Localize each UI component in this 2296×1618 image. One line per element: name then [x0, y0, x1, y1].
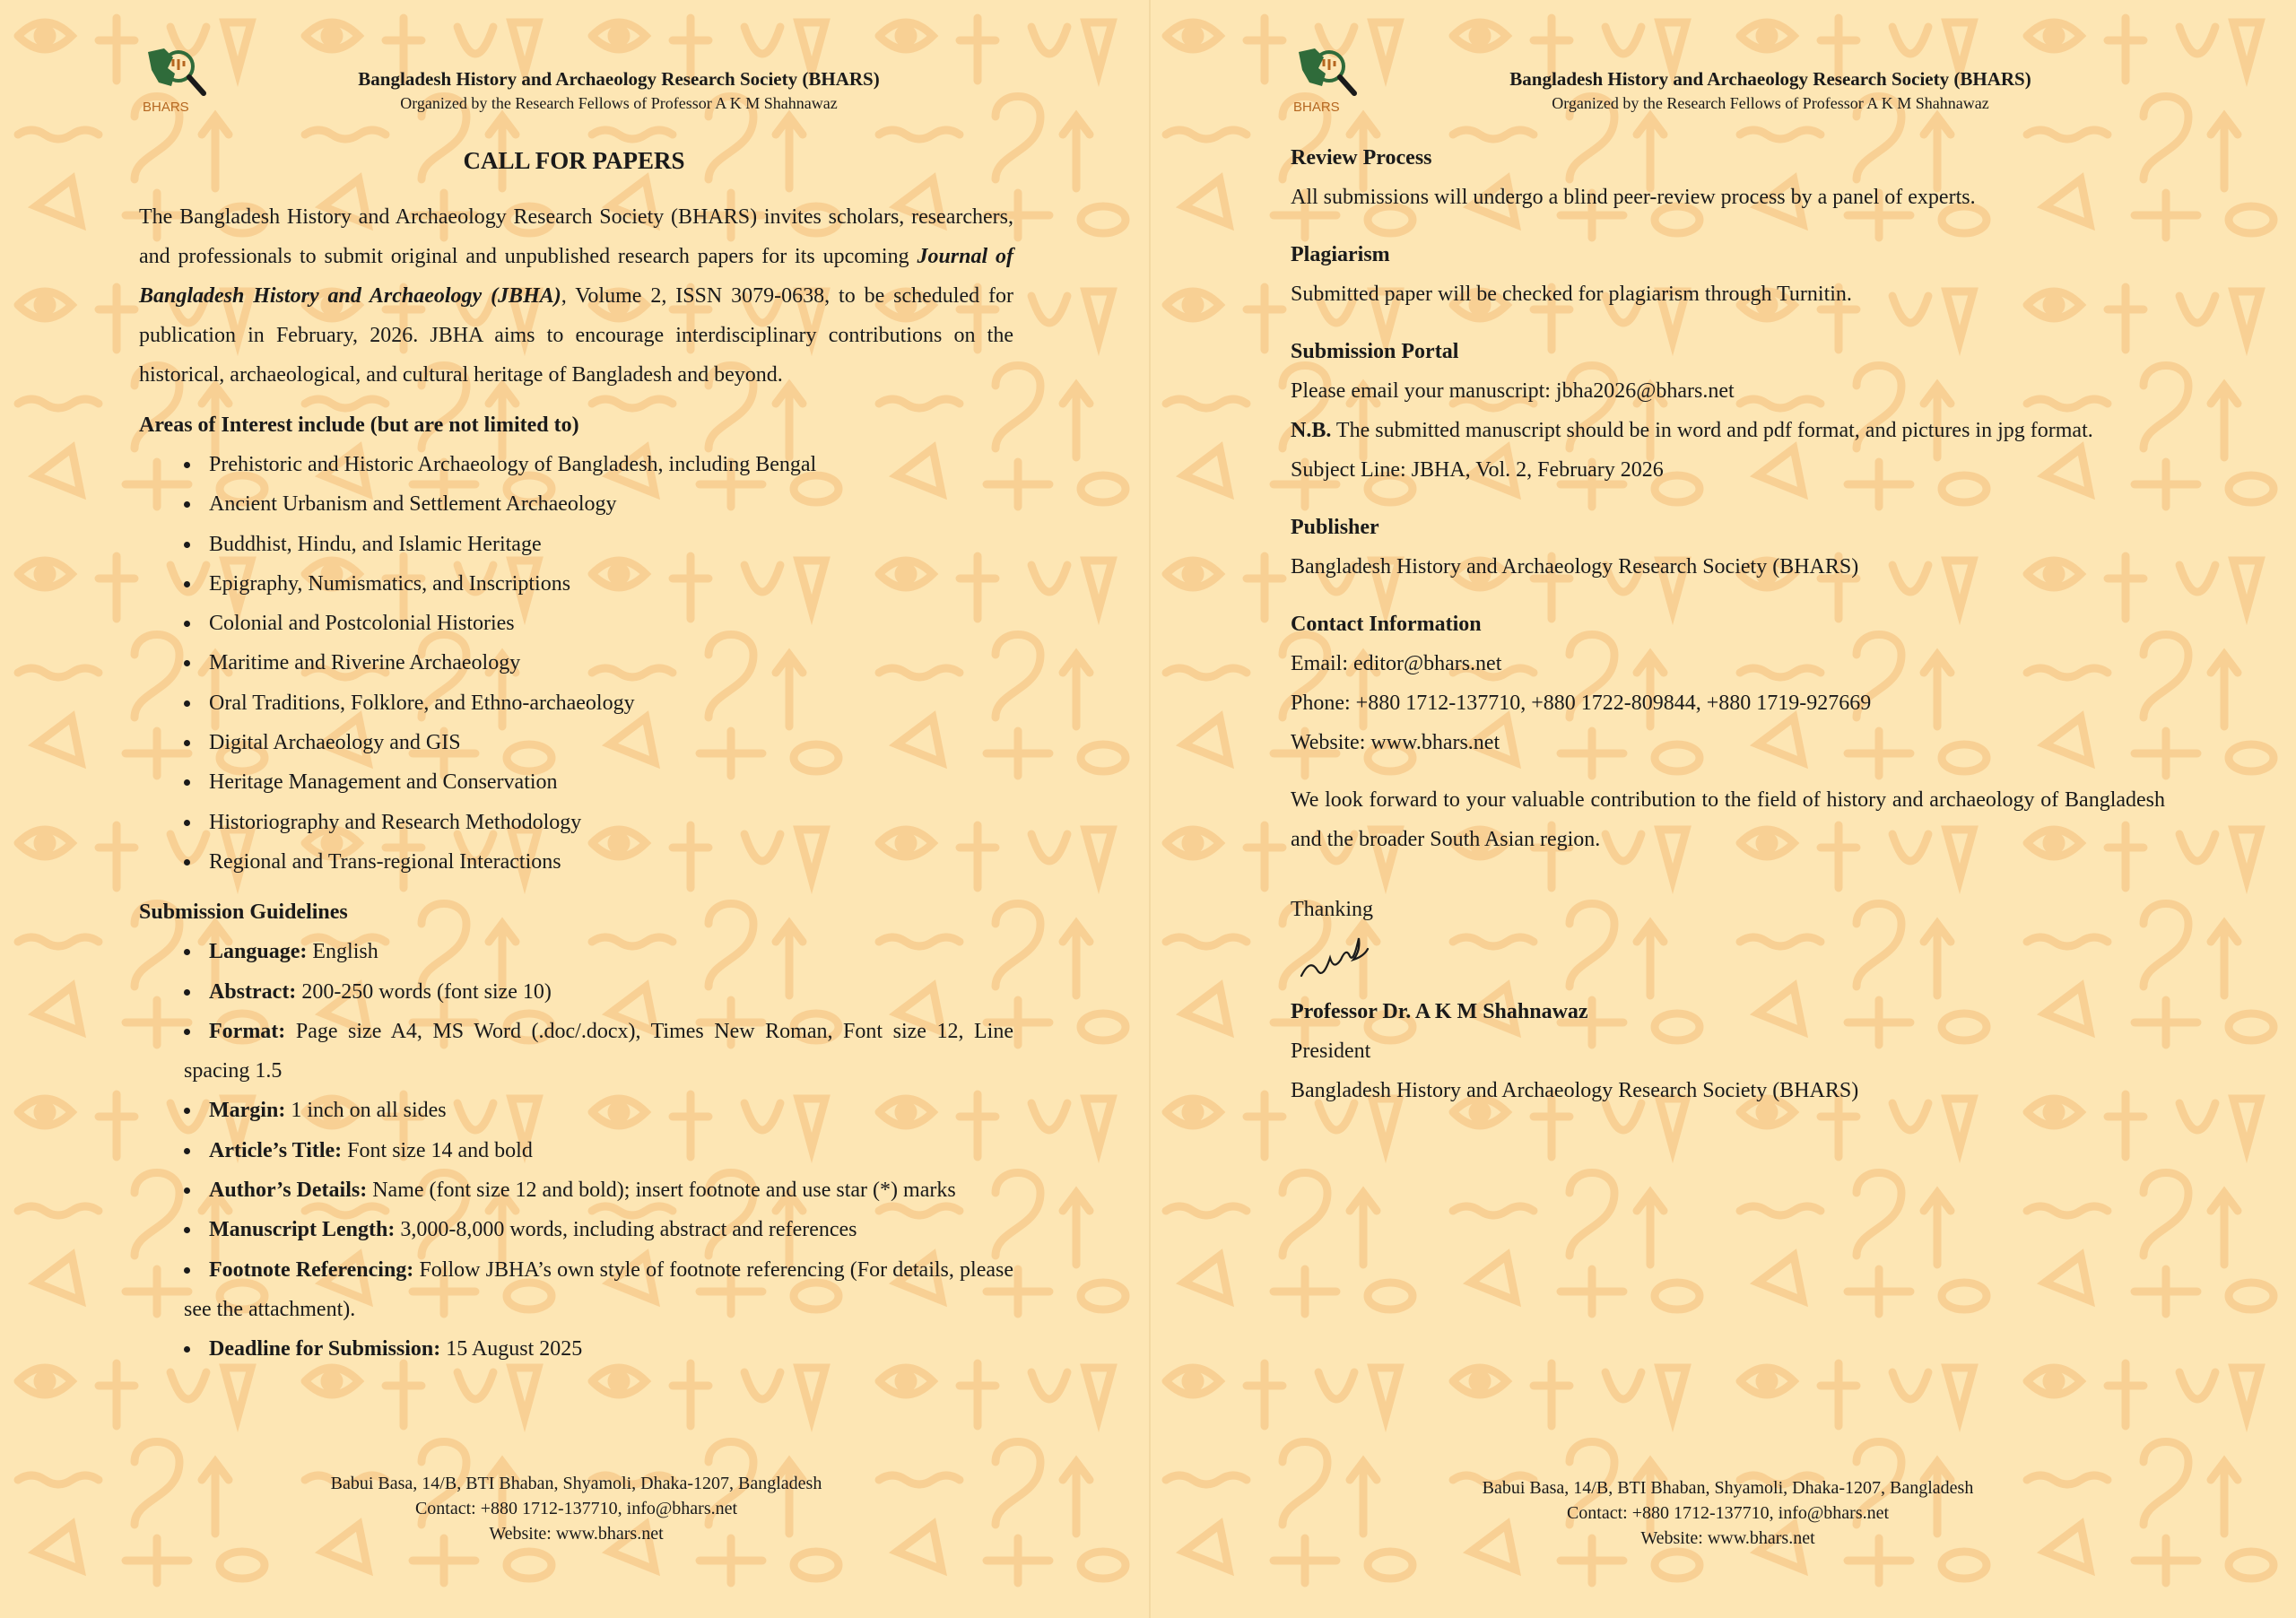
contact-website: Website: www.bhars.net — [1291, 731, 1500, 754]
areas-heading: Areas of Interest include (but are not limited to) — [139, 413, 579, 437]
bhars-logo-icon — [1290, 43, 1372, 117]
areas-list — [139, 445, 1013, 882]
plagiarism-text: Submitted paper will be checked for plagiarism through Turnitin. — [1291, 283, 1852, 306]
page-footer — [1291, 1475, 2165, 1551]
list-item: Article’s Title: Font size 14 and bold — [139, 1131, 1013, 1170]
nb-note: N.B. The submitted manuscript should be in word and pdf format, and pictures in jpg format. — [1291, 419, 2093, 442]
list-item: Margin: 1 inch on all sides — [139, 1091, 1013, 1130]
footer-website: Website: www.bhars.net — [1640, 1528, 1815, 1548]
portal-text: Please email your manuscript: jbha2026@bhars.net — [1291, 379, 1735, 403]
list-item: Author’s Details: Name (font size 12 and bold); insert footnote and use star (*) marks — [139, 1170, 1013, 1210]
closing-paragraph: We look forward to your valuable contribution to the field of history and archaeology of Bangladesh and the broader South Asian region. — [1291, 788, 2165, 851]
signatory-organization: Bangladesh History and Archaeology Research Society (BHARS) — [1291, 1079, 1859, 1102]
society-subtitle: Organized by the Research Fellows of Professor A K M Shahnawaz — [400, 94, 838, 112]
society-subtitle: Organized by the Research Fellows of Professor A K M Shahnawaz — [1552, 94, 1989, 112]
svg-text:BHARS: BHARS — [1293, 100, 1340, 115]
plagiarism-heading: Plagiarism — [1291, 243, 1390, 266]
footer-address: Babui Basa, 14/B, BTI Bhaban, Shyamoli, Dhaka-1207, Bangladesh — [1482, 1478, 1974, 1498]
list-item: Historiography and Research Methodology — [139, 803, 1013, 842]
thanking: Thanking — [1291, 898, 1373, 921]
list-item: Deadline for Submission: 15 August 2025 — [139, 1329, 1013, 1369]
list-item: Format: Page size A4, MS Word (.doc/.docx), Times New Roman, Font size 12, Line spacing 1.5 — [139, 1012, 1013, 1092]
page-divider — [1149, 0, 1151, 1618]
list-item: Regional and Trans-regional Interactions — [139, 842, 1013, 882]
society-name: Bangladesh History and Archaeology Research Society (BHARS) — [358, 68, 880, 90]
list-item: Oral Traditions, Folklore, and Ethno-archaeology — [139, 683, 1013, 723]
bhars-logo-icon — [139, 43, 222, 117]
review-text: All submissions will undergo a blind peer-review process by a panel of experts. — [1291, 186, 1976, 209]
signature-icon — [1298, 936, 1378, 987]
guidelines-heading: Submission Guidelines — [139, 900, 348, 925]
list-item: Epigraphy, Numismatics, and Inscriptions — [139, 564, 1013, 604]
signatory-name: Professor Dr. A K M Shahnawaz — [1291, 1000, 1588, 1023]
letterhead — [215, 66, 1022, 115]
list-item: Maritime and Riverine Archaeology — [139, 643, 1013, 683]
list-item: Language: English — [139, 932, 1013, 971]
list-item: Abstract: 200-250 words (font size 10) — [139, 972, 1013, 1012]
main-content — [139, 197, 1013, 1370]
list-item: Digital Archaeology and GIS — [139, 723, 1013, 762]
letterhead — [1367, 66, 2174, 115]
society-name: Bangladesh History and Archaeology Research Society (BHARS) — [1509, 68, 2031, 90]
review-heading: Review Process — [1291, 146, 1432, 170]
list-item: Manuscript Length: 3,000-8,000 words, including abstract and references — [139, 1210, 1013, 1249]
list-item: Colonial and Postcolonial Histories — [139, 604, 1013, 643]
journal-name: Journal of Bangladesh History and Archaeology (JBHA) — [139, 245, 1014, 308]
list-item: Prehistoric and Historic Archaeology of Bangladesh, including Bengal — [139, 445, 1013, 484]
publisher-text: Bangladesh History and Archaeology Research Society (BHARS) — [1291, 555, 1859, 578]
publisher-heading: Publisher — [1291, 516, 1379, 539]
footer-website: Website: www.bhars.net — [489, 1524, 664, 1544]
signatory-position: President — [1291, 1040, 1371, 1063]
list-item: Buddhist, Hindu, and Islamic Heritage — [139, 525, 1013, 564]
contact-heading: Contact Information — [1291, 613, 1482, 636]
svg-text:BHARS: BHARS — [143, 100, 189, 115]
list-item: Ancient Urbanism and Settlement Archaeology — [139, 484, 1013, 524]
list-item: Footnote Referencing: Follow JBHA’s own style of footnote referencing (For details, please see the attachment). — [139, 1250, 1013, 1330]
footer-contact: Contact: +880 1712-137710, info@bhars.net — [1566, 1503, 1890, 1523]
contact-email: Email: editor@bhars.net — [1291, 652, 1502, 675]
right-content — [1291, 138, 2165, 1110]
page-footer — [139, 1471, 1013, 1546]
footer-contact: Contact: +880 1712-137710, info@bhars.net — [414, 1499, 738, 1518]
page-title: CALL FOR PAPERS — [463, 147, 685, 174]
intro-paragraph: The Bangladesh History and Archaeology Research Society (BHARS) invites scholars, researchers, and professionals to submit original and unpublished research papers for its upcoming Journal of Bangladesh History and Archaeology (JBHA), Volume 2, ISSN 3079-0638, to be scheduled for publication in February, 2026. JBHA aims to encourage interdisciplinary contributions on the historical, archaeological, and cultural heritage of Bangladesh and beyond. — [139, 205, 1014, 387]
subject-line: Subject Line: JBHA, Vol. 2, February 2026 — [1291, 458, 1664, 482]
right-page — [1152, 0, 2296, 1618]
list-item: Heritage Management and Conservation — [139, 762, 1013, 802]
contact-phone: Phone: +880 1712-137710, +880 1722-809844, +880 1719-927669 — [1291, 692, 1872, 715]
footer-address: Babui Basa, 14/B, BTI Bhaban, Shyamoli, Dhaka-1207, Bangladesh — [330, 1474, 822, 1493]
guidelines-list — [139, 932, 1013, 1369]
portal-heading: Submission Portal — [1291, 340, 1459, 363]
